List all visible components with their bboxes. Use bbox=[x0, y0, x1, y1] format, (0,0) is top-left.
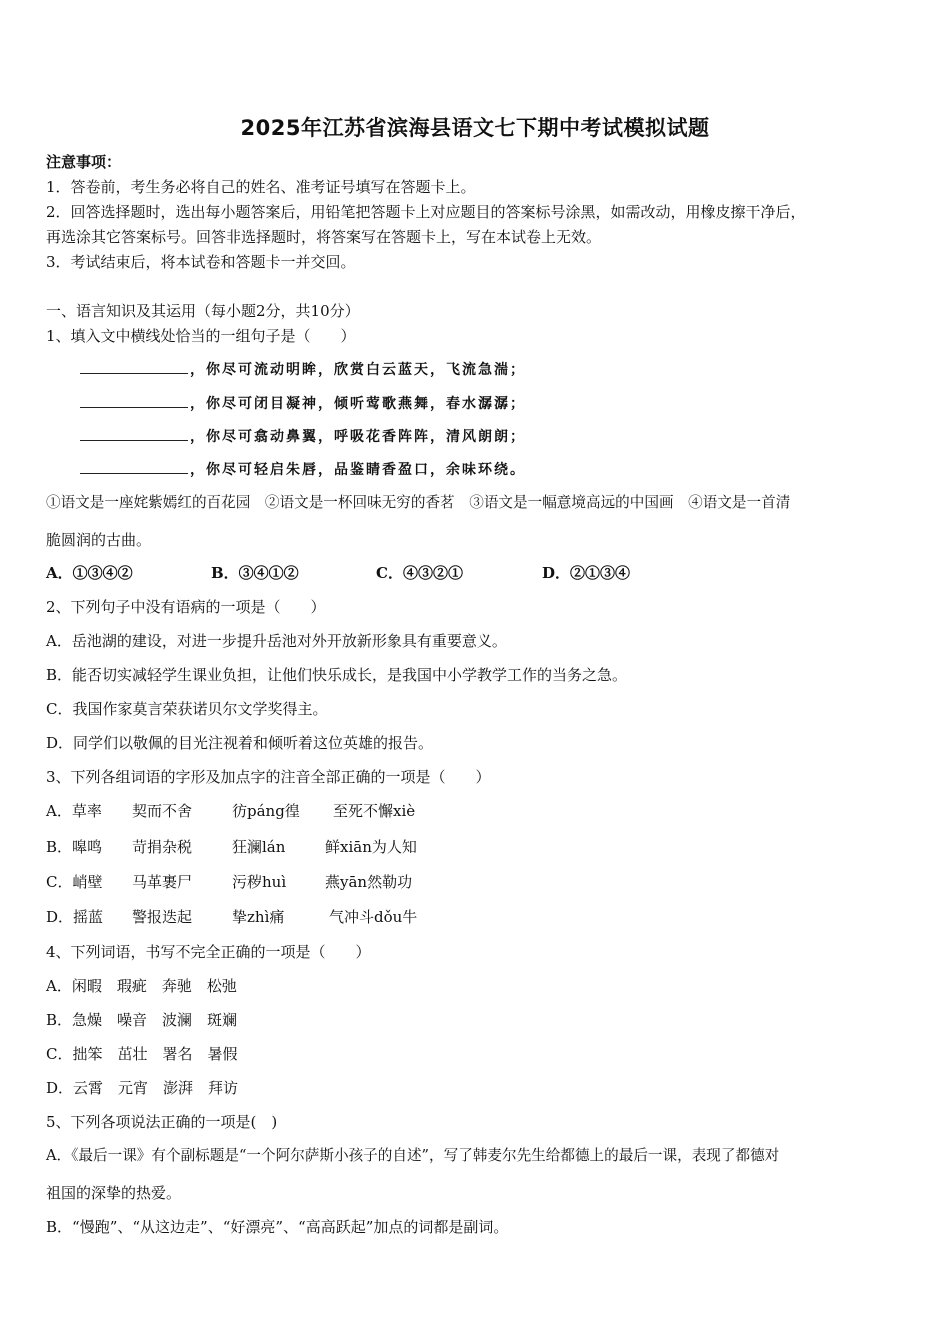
q3-stem: 3、下列各组词语的字形及加点字的注音全部正确的一项是（ ） bbox=[46, 768, 491, 786]
answer-blank[interactable] bbox=[80, 359, 188, 374]
q1-choices: ①语文是一座姹紫嫣红的百花园 ②语文是一杯回味无穷的香茗 ③语文是一幅意境高远的中国画 ④语文是一首清 bbox=[46, 494, 791, 511]
q5-stem: 5、下列各项说法正确的一项是( ) bbox=[46, 1113, 278, 1131]
q2-option-b[interactable]: B．能否切实减轻学生课业负担，让他们快乐成长，是我国中小学教学工作的当务之急。 bbox=[46, 666, 628, 684]
notice-item-2-cont: 再选涂其它答案标号。回答非选择题时，将答案写在答题卡上，写在本试卷上无效。 bbox=[46, 228, 602, 246]
q2-option-d[interactable]: D．同学们以敬佩的目光注视着和倾听着这位英雄的报告。 bbox=[46, 734, 434, 752]
q1-choices-cont: 脆圆润的古曲。 bbox=[46, 531, 152, 549]
q4-option-d[interactable]: D．云霄 元宵 澎湃 拜访 bbox=[46, 1079, 239, 1097]
q1-option-d[interactable]: D．②①③④ bbox=[542, 564, 631, 582]
notice-item-2: 2．回答选择题时，选出每小题答案后，用铅笔把答题卡上对应题目的答案标号涂黑，如需改动，用橡皮擦干净后， bbox=[46, 203, 806, 221]
q1-option-c[interactable]: C．④③②① bbox=[376, 564, 463, 582]
q4-option-b[interactable]: B．急燥 噪音 波澜 斑斓 bbox=[46, 1011, 238, 1029]
q1-poem-line: ，你尽可闭目凝神，倾听莺歌燕舞，春水潺潺； bbox=[80, 393, 526, 414]
notice-heading: 注意事项： bbox=[46, 153, 122, 171]
answer-blank[interactable] bbox=[80, 459, 188, 474]
q2-stem: 2、下列句子中没有语病的一项是（ ） bbox=[46, 598, 326, 616]
answer-blank[interactable] bbox=[80, 393, 188, 408]
q1-poem-line: ，你尽可流动明眸，欣赏白云蓝天，飞流急湍； bbox=[80, 359, 526, 380]
q1-option-b[interactable]: B．③④①② bbox=[211, 564, 299, 582]
q2-option-a[interactable]: A．岳池湖的建设，对进一步提升岳池对外开放新形象具有重要意义。 bbox=[46, 632, 507, 650]
q1-poem-line: ，你尽可翕动鼻翼，呼吸花香阵阵，清风朗朗； bbox=[80, 426, 526, 447]
q1-option-a[interactable]: A．①③④② bbox=[46, 564, 133, 582]
q3-option-c[interactable]: C．峭壁 马革裹尸 污秽huì 燕yān然勒功 bbox=[46, 873, 413, 891]
section-heading: 一、语言知识及其运用（每小题2分，共10分） bbox=[46, 302, 360, 320]
notice-item-1: 1．答卷前，考生务必将自己的姓名、准考证号填写在答题卡上。 bbox=[46, 178, 476, 196]
q2-option-c[interactable]: C．我国作家莫言荣获诺贝尔文学奖得主。 bbox=[46, 700, 328, 718]
q1-poem-line: ，你尽可轻启朱唇，品鉴睛香盈口，余味环绕。 bbox=[80, 459, 526, 480]
answer-blank[interactable] bbox=[80, 426, 188, 441]
page-title: 2025年江苏省滨海县语文七下期中考试模拟试题 bbox=[240, 116, 710, 140]
q4-stem: 4、下列词语，书写不完全正确的一项是（ ） bbox=[46, 943, 371, 961]
q5-option-a-cont: 祖国的深挚的热爱。 bbox=[46, 1184, 182, 1202]
q5-option-b[interactable]: B．“慢跑”、“从这边走”、“好漂亮”、“高高跃起”加点的词都是副词。 bbox=[46, 1218, 509, 1236]
q4-option-a[interactable]: A．闲暇 瑕疵 奔驰 松弛 bbox=[46, 977, 237, 995]
q5-option-a[interactable]: A．《最后一课》有个副标题是“一个阿尔萨斯小孩子的自述”，写了韩麦尔先生给都德上的最后一课，表现了都德对 bbox=[46, 1147, 780, 1164]
notice-item-3: 3．考试结束后，将本试卷和答题卡一并交回。 bbox=[46, 253, 356, 271]
q4-option-c[interactable]: C．拙笨 茁壮 署名 暑假 bbox=[46, 1045, 238, 1063]
q3-option-b[interactable]: B．嗥鸣 苛捐杂税 狂澜lán 鲜xiān为人知 bbox=[46, 838, 417, 856]
q1-stem: 1、填入文中横线处恰当的一组句子是（ ） bbox=[46, 327, 356, 345]
q3-option-d[interactable]: D．摇蓝 警报迭起 挚zhì痛 气冲斗dǒu牛 bbox=[46, 908, 418, 926]
q3-option-a[interactable]: A．草率 契而不舍 彷páng徨 至死不懈xiè bbox=[46, 802, 416, 820]
